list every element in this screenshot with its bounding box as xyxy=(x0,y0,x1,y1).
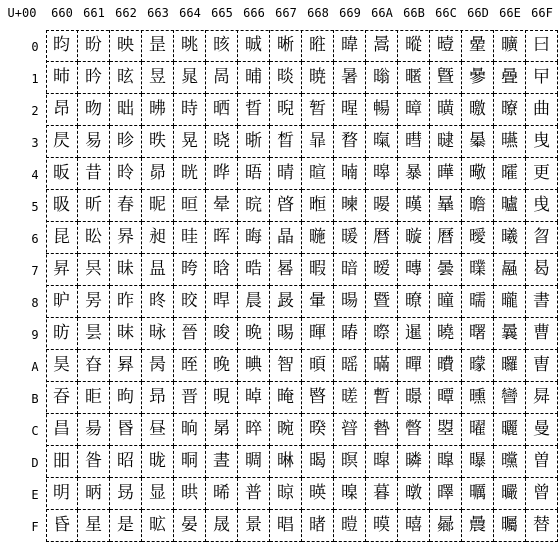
glyph-cell: 曁 xyxy=(430,62,462,94)
glyph-cell: 昨 xyxy=(110,286,142,318)
glyph-cell: 晼 xyxy=(270,414,302,446)
glyph-cell: 暵 xyxy=(398,190,430,222)
glyph-cell: 曀 xyxy=(430,30,462,62)
glyph-cell: 曗 xyxy=(462,254,494,286)
glyph-cell: 昡 xyxy=(110,62,142,94)
glyph-cell: 暞 xyxy=(334,478,366,510)
glyph-cell: 昻 xyxy=(142,382,174,414)
column-header: 664 xyxy=(179,6,201,20)
column-header: 66F xyxy=(531,6,553,20)
glyph-cell: 昖 xyxy=(78,222,110,254)
glyph-cell: 曂 xyxy=(430,94,462,126)
glyph-cell: 曇 xyxy=(430,254,462,286)
glyph-cell: 曲 xyxy=(526,94,558,126)
glyph-cell: 晧 xyxy=(238,254,270,286)
glyph-cell: 昵 xyxy=(142,190,174,222)
glyph-cell: 曧 xyxy=(494,254,526,286)
glyph-cell: 昂 xyxy=(46,94,78,126)
row-header: 2 xyxy=(31,104,39,118)
glyph-cell: 書 xyxy=(526,286,558,318)
glyph-cell: 曩 xyxy=(494,318,526,350)
glyph-cell: 晡 xyxy=(238,62,270,94)
glyph-cell: 昉 xyxy=(46,318,78,350)
glyph-cell: 晭 xyxy=(238,446,270,478)
glyph-cell: 暯 xyxy=(366,510,398,542)
column-header: 669 xyxy=(339,6,361,20)
glyph-cell: 晒 xyxy=(206,94,238,126)
glyph-cell: 春 xyxy=(110,190,142,222)
glyph-cell: 晲 xyxy=(270,94,302,126)
glyph-cell: 昞 xyxy=(78,478,110,510)
glyph-cell: 暄 xyxy=(302,158,334,190)
glyph-cell: 昪 xyxy=(110,350,142,382)
glyph-cell: 晐 xyxy=(206,30,238,62)
glyph-cell: 昔 xyxy=(78,158,110,190)
glyph-cell: 暎 xyxy=(302,478,334,510)
glyph-cell: 晜 xyxy=(206,414,238,446)
glyph-cell: 晦 xyxy=(238,222,270,254)
glyph-cell: 晍 xyxy=(174,446,206,478)
glyph-cell: 曙 xyxy=(462,318,494,350)
glyph-cell: 暇 xyxy=(302,254,334,286)
glyph-cell: 暤 xyxy=(366,158,398,190)
glyph-cell: 曖 xyxy=(462,222,494,254)
column-header: 662 xyxy=(115,6,137,20)
glyph-cell: 暖 xyxy=(334,222,366,254)
glyph-cell: 昏 xyxy=(46,510,78,542)
glyph-cell: 昌 xyxy=(46,414,78,446)
glyph-cell: 暛 xyxy=(334,382,366,414)
row-header: E xyxy=(31,488,39,502)
glyph-cell: 昿 xyxy=(142,510,174,542)
glyph-cell: 昱 xyxy=(142,62,174,94)
row-header: C xyxy=(31,424,39,438)
glyph-cell: 昰 xyxy=(142,30,174,62)
glyph-cell: 暝 xyxy=(334,446,366,478)
glyph-cell: 昴 xyxy=(142,158,174,190)
row-header: 7 xyxy=(31,264,39,278)
glyph-cell: 暨 xyxy=(366,286,398,318)
glyph-cell: 昒 xyxy=(78,94,110,126)
glyph-cell: 曭 xyxy=(494,446,526,478)
glyph-cell: 暺 xyxy=(398,350,430,382)
glyph-cell: 暼 xyxy=(398,414,430,446)
glyph-cell: 曎 xyxy=(430,478,462,510)
glyph-cell: 暆 xyxy=(302,222,334,254)
glyph-cell: 昄 xyxy=(46,158,78,190)
glyph-cell: 暳 xyxy=(398,126,430,158)
glyph-cell: 晆 xyxy=(174,222,206,254)
glyph-cell: 晥 xyxy=(238,190,270,222)
glyph-cell: 曞 xyxy=(462,478,494,510)
glyph-cell: 晕 xyxy=(206,190,238,222)
glyph-cell: 昦 xyxy=(110,222,142,254)
glyph-cell: 曒 xyxy=(462,94,494,126)
glyph-cell: 昋 xyxy=(46,382,78,414)
row-header: D xyxy=(31,456,39,470)
glyph-cell: 暢 xyxy=(366,94,398,126)
glyph-cell: 暣 xyxy=(366,126,398,158)
glyph-cell: 曕 xyxy=(462,190,494,222)
row-header: 3 xyxy=(31,136,39,150)
glyph-cell: 曯 xyxy=(494,510,526,542)
glyph-cell: 曏 xyxy=(430,510,462,542)
glyph-cell: 曛 xyxy=(462,382,494,414)
glyph-cell: 暑 xyxy=(334,62,366,94)
glyph-cell: 暮 xyxy=(366,478,398,510)
glyph-cell: 暲 xyxy=(398,94,430,126)
glyph-cell: 昮 xyxy=(110,478,142,510)
glyph-cell: 智 xyxy=(270,350,302,382)
glyph-cell: 曥 xyxy=(494,190,526,222)
glyph-cell: 昩 xyxy=(110,318,142,350)
glyph-cell: 晄 xyxy=(174,158,206,190)
glyph-cell: 曤 xyxy=(494,158,526,190)
glyph-cell: 曈 xyxy=(430,286,462,318)
glyph-cell: 晨 xyxy=(238,286,270,318)
glyph-cell: 曠 xyxy=(494,30,526,62)
glyph-cell: 昀 xyxy=(46,30,78,62)
glyph-cell: 昲 xyxy=(142,94,174,126)
glyph-cell: 暶 xyxy=(398,222,430,254)
glyph-cell: 昘 xyxy=(78,286,110,318)
glyph-cell: 暕 xyxy=(334,190,366,222)
glyph-cell: 暻 xyxy=(398,382,430,414)
unicode-glyph-grid xyxy=(46,30,558,542)
glyph-cell: 晀 xyxy=(174,30,206,62)
glyph-cell: 晌 xyxy=(174,414,206,446)
glyph-cell: 晪 xyxy=(238,350,270,382)
glyph-cell: 暀 xyxy=(302,30,334,62)
glyph-cell: 更 xyxy=(526,158,558,190)
glyph-cell: 昆 xyxy=(46,222,78,254)
row-header: F xyxy=(31,520,39,534)
column-header: 667 xyxy=(275,6,297,20)
glyph-cell: 暏 xyxy=(302,510,334,542)
glyph-cell: 昬 xyxy=(110,414,142,446)
glyph-cell: 显 xyxy=(142,478,174,510)
glyph-cell: 曍 xyxy=(430,446,462,478)
glyph-cell: 曼 xyxy=(526,414,558,446)
glyph-cell: 暩 xyxy=(366,318,398,350)
glyph-cell: 暅 xyxy=(302,190,334,222)
glyph-cell: 昸 xyxy=(142,286,174,318)
glyph-cell: 昳 xyxy=(142,126,174,158)
column-header: 66D xyxy=(467,6,489,20)
glyph-cell: 昜 xyxy=(78,414,110,446)
glyph-cell: 昅 xyxy=(46,190,78,222)
column-header: 66C xyxy=(435,6,457,20)
glyph-cell: 暐 xyxy=(334,30,366,62)
column-header: 66B xyxy=(403,6,425,20)
glyph-cell: 昈 xyxy=(46,286,78,318)
glyph-cell: 替 xyxy=(526,510,558,542)
row-header: 5 xyxy=(31,200,39,214)
glyph-cell: 暧 xyxy=(366,254,398,286)
glyph-cell: 昷 xyxy=(142,254,174,286)
glyph-cell: 晵 xyxy=(270,190,302,222)
row-header: B xyxy=(31,392,39,406)
glyph-cell: 曬 xyxy=(494,414,526,446)
glyph-cell: 晳 xyxy=(270,126,302,158)
glyph-cell: 暽 xyxy=(398,446,430,478)
glyph-cell: 昁 xyxy=(46,62,78,94)
glyph-cell: 暪 xyxy=(366,350,398,382)
glyph-cell: 曅 xyxy=(430,190,462,222)
glyph-cell: 暂 xyxy=(302,94,334,126)
row-header: 6 xyxy=(31,232,39,246)
glyph-cell: 晓 xyxy=(206,126,238,158)
glyph-cell: 昤 xyxy=(110,158,142,190)
glyph-cell: 曌 xyxy=(430,414,462,446)
glyph-cell: 暭 xyxy=(366,446,398,478)
glyph-cell: 晫 xyxy=(238,382,270,414)
glyph-cell: 曶 xyxy=(526,222,558,254)
glyph-cell: 晛 xyxy=(206,382,238,414)
glyph-cell: 曵 xyxy=(526,190,558,222)
glyph-cell: 昛 xyxy=(78,382,110,414)
glyph-cell: 曢 xyxy=(494,94,526,126)
glyph-cell: 昐 xyxy=(78,30,110,62)
glyph-cell: 昍 xyxy=(46,446,78,478)
glyph-cell: 暒 xyxy=(334,94,366,126)
glyph-cell: 曑 xyxy=(462,62,494,94)
glyph-cell: 暷 xyxy=(398,254,430,286)
glyph-cell: 晿 xyxy=(270,510,302,542)
glyph-cell: 易 xyxy=(78,126,110,158)
glyph-cell: 曝 xyxy=(462,446,494,478)
row-header: 0 xyxy=(31,40,39,54)
glyph-cell: 晻 xyxy=(270,382,302,414)
glyph-cell: 晇 xyxy=(174,254,206,286)
glyph-cell: 暾 xyxy=(398,478,430,510)
glyph-cell: 暈 xyxy=(302,286,334,318)
glyph-cell: 暬 xyxy=(366,414,398,446)
glyph-cell: 暥 xyxy=(366,190,398,222)
glyph-cell: 昶 xyxy=(142,222,174,254)
glyph-cell: 暹 xyxy=(398,318,430,350)
glyph-cell: 晚 xyxy=(206,350,238,382)
glyph-cell: 暜 xyxy=(334,414,366,446)
glyph-cell: 昧 xyxy=(110,254,142,286)
glyph-cell: 曋 xyxy=(430,382,462,414)
glyph-cell: 晗 xyxy=(206,254,238,286)
glyph-cell: 曘 xyxy=(462,286,494,318)
glyph-cell: 暫 xyxy=(366,382,398,414)
glyph-cell: 晰 xyxy=(270,30,302,62)
glyph-cell: 暟 xyxy=(334,510,366,542)
table-corner-label: U+00 xyxy=(7,6,37,20)
glyph-cell: 普 xyxy=(238,478,270,510)
glyph-cell: 晏 xyxy=(174,510,206,542)
glyph-cell: 晣 xyxy=(238,126,270,158)
glyph-cell: 昊 xyxy=(46,350,78,382)
glyph-cell: 晟 xyxy=(206,510,238,542)
glyph-cell: 晴 xyxy=(270,158,302,190)
glyph-cell: 暃 xyxy=(302,126,334,158)
glyph-cell: 曄 xyxy=(430,158,462,190)
glyph-cell: 曳 xyxy=(526,126,558,158)
glyph-cell: 時 xyxy=(174,94,206,126)
glyph-cell: 暁 xyxy=(302,62,334,94)
glyph-cell: 昫 xyxy=(110,382,142,414)
glyph-cell: 曰 xyxy=(526,30,558,62)
glyph-cell: 昹 xyxy=(142,318,174,350)
glyph-cell: 暰 xyxy=(398,30,430,62)
glyph-cell: 暌 xyxy=(302,414,334,446)
glyph-cell: 暦 xyxy=(366,222,398,254)
glyph-cell: 暸 xyxy=(398,286,430,318)
glyph-cell: 晠 xyxy=(238,30,270,62)
glyph-cell: 曹 xyxy=(526,318,558,350)
glyph-cell: 晶 xyxy=(270,222,302,254)
glyph-cell: 晾 xyxy=(270,478,302,510)
glyph-cell: 昇 xyxy=(46,254,78,286)
glyph-cell: 暊 xyxy=(302,350,334,382)
column-header: 663 xyxy=(147,6,169,20)
row-header: 4 xyxy=(31,168,39,182)
glyph-cell: 曆 xyxy=(430,222,462,254)
glyph-cell: 曡 xyxy=(494,62,526,94)
glyph-cell: 晁 xyxy=(174,62,206,94)
glyph-cell: 晊 xyxy=(174,350,206,382)
glyph-cell: 暴 xyxy=(398,158,430,190)
glyph-cell: 暍 xyxy=(302,446,334,478)
glyph-cell: 暋 xyxy=(302,382,334,414)
glyph-cell: 昑 xyxy=(78,62,110,94)
glyph-cell: 昼 xyxy=(142,414,174,446)
glyph-cell: 昣 xyxy=(110,126,142,158)
glyph-cell: 曊 xyxy=(430,350,462,382)
glyph-cell: 映 xyxy=(110,30,142,62)
glyph-cell: 暱 xyxy=(398,62,430,94)
glyph-cell: 昢 xyxy=(110,94,142,126)
glyph-cell: 明 xyxy=(46,478,78,510)
glyph-cell: 曜 xyxy=(462,414,494,446)
glyph-cell: 晘 xyxy=(206,286,238,318)
glyph-cell: 暘 xyxy=(334,286,366,318)
glyph-cell: 晈 xyxy=(174,286,206,318)
glyph-cell: 暔 xyxy=(334,158,366,190)
glyph-cell: 昗 xyxy=(78,254,110,286)
glyph-cell: 晽 xyxy=(270,446,302,478)
glyph-cell: 晬 xyxy=(238,414,270,446)
glyph-cell: 晖 xyxy=(206,222,238,254)
glyph-cell: 曔 xyxy=(462,158,494,190)
glyph-cell: 晱 xyxy=(270,62,302,94)
glyph-cell: 暿 xyxy=(398,510,430,542)
glyph-cell: 是 xyxy=(110,510,142,542)
glyph-cell: 晎 xyxy=(174,478,206,510)
glyph-cell: 暙 xyxy=(334,318,366,350)
glyph-cell: 曽 xyxy=(526,446,558,478)
column-header: 66E xyxy=(499,6,521,20)
glyph-cell: 曦 xyxy=(494,222,526,254)
glyph-cell: 晢 xyxy=(238,94,270,126)
row-header: 8 xyxy=(31,296,39,310)
glyph-cell: 暡 xyxy=(366,62,398,94)
glyph-cell: 晉 xyxy=(174,318,206,350)
glyph-cell: 昕 xyxy=(78,190,110,222)
glyph-cell: 曓 xyxy=(462,126,494,158)
glyph-cell: 昃 xyxy=(46,126,78,158)
glyph-cell: 暚 xyxy=(334,350,366,382)
glyph-cell: 晹 xyxy=(270,318,302,350)
glyph-cell: 暗 xyxy=(334,254,366,286)
glyph-cell: 晃 xyxy=(174,126,206,158)
glyph-cell: 星 xyxy=(78,510,110,542)
glyph-cell: 曚 xyxy=(462,350,494,382)
glyph-cell: 昙 xyxy=(78,318,110,350)
glyph-cell: 曾 xyxy=(526,478,558,510)
glyph-cell: 暓 xyxy=(334,126,366,158)
glyph-cell: 曺 xyxy=(526,350,558,382)
glyph-cell: 曉 xyxy=(430,318,462,350)
glyph-cell: 晤 xyxy=(238,158,270,190)
glyph-cell: 晝 xyxy=(206,446,238,478)
glyph-cell: 晙 xyxy=(206,318,238,350)
row-header: 1 xyxy=(31,72,39,86)
column-header: 665 xyxy=(211,6,233,20)
glyph-cell: 昚 xyxy=(78,350,110,382)
glyph-cell: 昝 xyxy=(78,446,110,478)
glyph-cell: 昺 xyxy=(142,350,174,382)
glyph-cell: 曻 xyxy=(526,382,558,414)
glyph-cell: 曱 xyxy=(526,62,558,94)
column-header: 666 xyxy=(243,6,265,20)
glyph-cell: 曨 xyxy=(494,286,526,318)
glyph-cell: 晔 xyxy=(206,158,238,190)
glyph-cell: 晷 xyxy=(270,254,302,286)
column-header: 66A xyxy=(371,6,393,20)
glyph-cell: 晑 xyxy=(206,62,238,94)
row-header: A xyxy=(31,360,39,374)
glyph-cell: 昽 xyxy=(142,446,174,478)
glyph-cell: 曪 xyxy=(494,350,526,382)
glyph-cell: 暉 xyxy=(302,318,334,350)
glyph-cell: 曣 xyxy=(494,126,526,158)
column-header: 668 xyxy=(307,6,329,20)
glyph-cell: 曷 xyxy=(526,254,558,286)
glyph-cell: 景 xyxy=(238,510,270,542)
glyph-cell: 晞 xyxy=(206,478,238,510)
glyph-cell: 晅 xyxy=(174,190,206,222)
glyph-cell: 昭 xyxy=(110,446,142,478)
column-header: 660 xyxy=(51,6,73,20)
glyph-cell: 晩 xyxy=(238,318,270,350)
glyph-cell: 曃 xyxy=(430,126,462,158)
glyph-cell: 曫 xyxy=(494,382,526,414)
glyph-cell: 晸 xyxy=(270,286,302,318)
glyph-cell: 曟 xyxy=(462,510,494,542)
glyph-cell: 晋 xyxy=(174,382,206,414)
glyph-cell: 暠 xyxy=(366,30,398,62)
row-header: 9 xyxy=(31,328,39,342)
column-header: 661 xyxy=(83,6,105,20)
glyph-cell: 曐 xyxy=(462,30,494,62)
glyph-cell: 曮 xyxy=(494,478,526,510)
